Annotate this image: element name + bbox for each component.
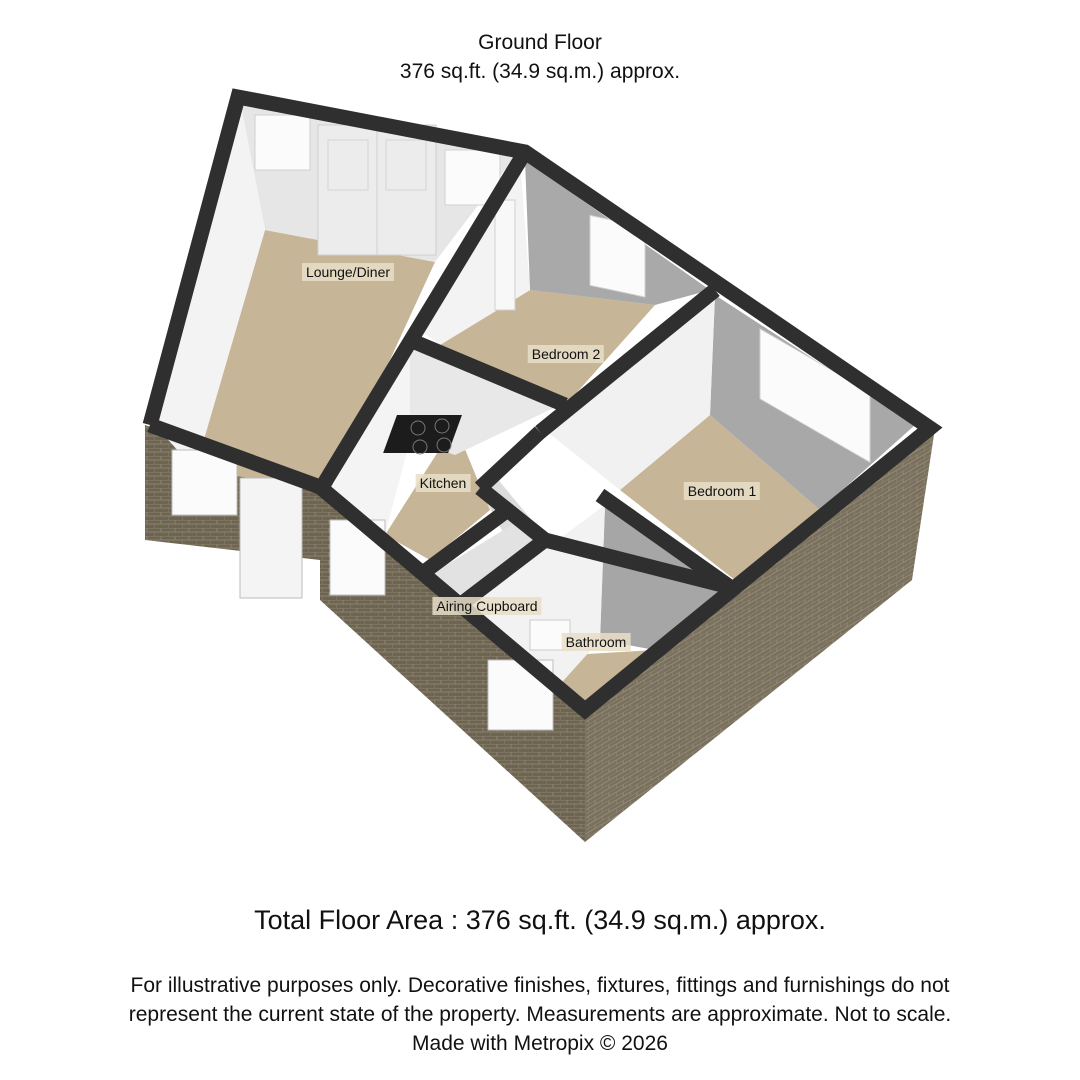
french-doors [318,125,436,255]
front-door [240,478,302,598]
floor-area: 376 sq.ft. (34.9 sq.m.) approx. [399,60,681,83]
credit-line: Made with Metropix © 2026 [412,1032,668,1055]
room-label-bedroom-2: Bedroom 2 [528,345,604,363]
disclaimer-line-2: represent the current state of the property. Measurements are approximate. Not to scale. [128,1003,952,1026]
total-floor-area: Total Floor Area : 376 sq.ft. (34.9 sq.m.) approx. [254,905,826,935]
room-label-kitchen: Kitchen [416,474,471,492]
room-label-airing-cupboard: Airing Cupboard [432,597,541,615]
room-label-lounge-diner: Lounge/Diner [302,263,394,281]
disclaimer [0,971,1080,1058]
room-label-bathroom: Bathroom [562,633,631,651]
floor-name: Ground Floor [478,31,602,54]
door [495,200,515,310]
disclaimer-line-1: For illustrative purposes only. Decorative finishes, fixtures, fittings and furnishings do not [130,974,950,997]
window [255,115,310,170]
room-label-bedroom-1: Bedroom 1 [684,482,760,500]
